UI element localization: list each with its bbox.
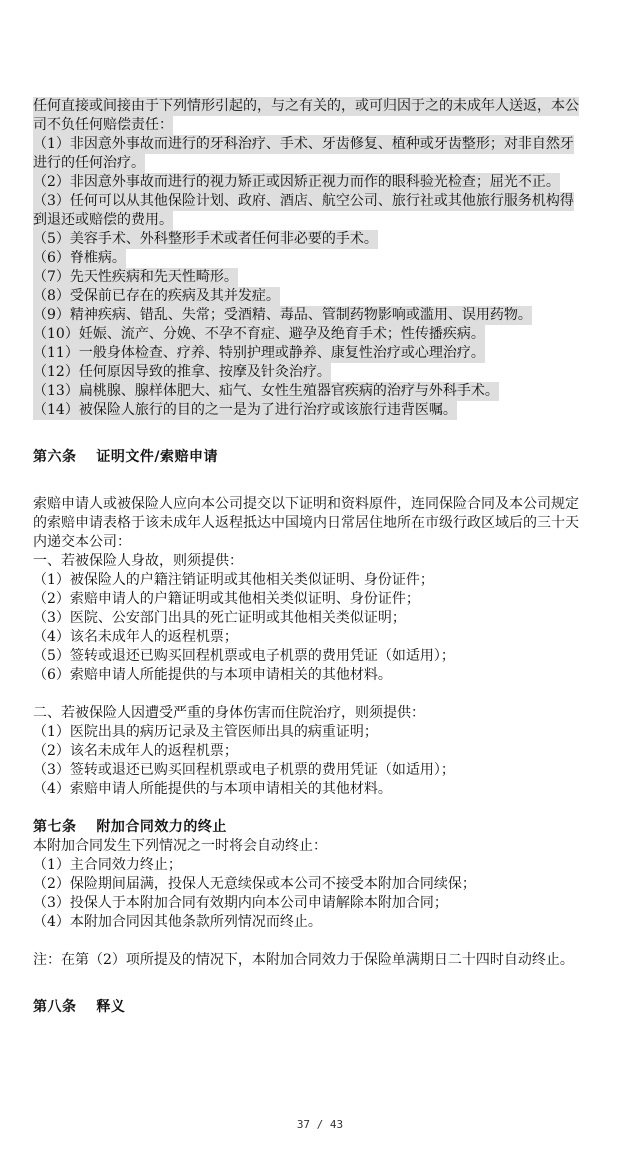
exclusion-item: （1）非因意外事故而进行的牙科治疗、手术、牙齿修复、植种或牙齿整形；对非自然牙 bbox=[33, 136, 574, 152]
termination-item: （4）本附加合同因其他条款所列情况而终止。 bbox=[33, 914, 322, 930]
exclusion-item: 到退还或赔偿的费用。 bbox=[33, 212, 173, 228]
article-6-intro-line: 索赔申请人或被保险人应向本公司提交以下证明和资料原件，连同保险合同及本公司规定 bbox=[33, 496, 579, 512]
article-6-intro-line: 内递交本公司： bbox=[33, 534, 131, 550]
article-6-section bbox=[33, 448, 613, 799]
termination-item: （3）投保人于本附加合同有效期内向本公司申请解除本附加合同； bbox=[33, 895, 448, 911]
exclusion-item: （3）任何可以从其他保险计划、政府、酒店、航空公司、旅行社或其他旅行服务机构得 bbox=[33, 193, 574, 209]
injury-claim-heading: 二、若被保险人因遭受严重的身体伤害而住院治疗，则须提供： bbox=[33, 705, 425, 721]
injury-claim-item: （1）医院出具的病历记录及主管医师出具的病重证明； bbox=[33, 724, 378, 740]
article-7-intro: 本附加合同发生下列情况之一时将会自动终止： bbox=[33, 838, 327, 854]
death-claim-item: （1）被保险人的户籍注销证明或其他相关类似证明、身份证件； bbox=[33, 572, 434, 588]
exclusions-intro-line: 司不负任何赔偿责任： bbox=[33, 117, 173, 133]
exclusion-item: （10）妊娠、流产、分娩、不孕不育症、避孕及绝育手术；性传播疾病。 bbox=[33, 326, 485, 342]
exclusions-section bbox=[33, 97, 613, 420]
exclusions-intro-line: 任何直接或间接由于下列情形引起的，与之有关的，或可归因于之的未成年人送返，本公 bbox=[33, 98, 579, 114]
exclusion-item: 进行的任何治疗。 bbox=[33, 155, 145, 171]
exclusion-item: （13）扁桃腺、腺样体肥大、疝气、女性生殖器官疾病的治疗与外科手术。 bbox=[33, 383, 499, 399]
article-8-section bbox=[33, 998, 613, 1017]
death-claim-item: （2）索赔申请人的户籍证明或其他相关类似证明、身份证件； bbox=[33, 591, 420, 607]
article-7-note: 注：在第（2）项所提及的情况下，本附加合同效力于保险单满期日二十四时自动终止。 bbox=[33, 952, 574, 968]
exclusion-item: （12）任何原因导致的推拿、按摩及针灸治疗。 bbox=[33, 364, 331, 380]
article-6-intro-line: 的索赔申请表格于该未成年人返程抵达中国境内日常居住地所在市级行政区域后的三十天 bbox=[33, 515, 579, 531]
exclusion-item: （8）受保前已存在的疾病及其并发症。 bbox=[33, 288, 280, 304]
article-8-title: 第八条 释义 bbox=[33, 999, 126, 1015]
death-claim-item: （3）医院、公安部门出具的死亡证明或其他相关类似证明； bbox=[33, 610, 406, 626]
death-claim-item: （6）索赔申请人所能提供的与本项申请相关的其他材料。 bbox=[33, 667, 392, 683]
death-claim-heading: 一、若被保险人身故，则须提供： bbox=[33, 553, 243, 569]
injury-claim-item: （4）索赔申请人所能提供的与本项申请相关的其他材料。 bbox=[33, 781, 392, 797]
death-claim-item: （4）该名未成年人的返程机票； bbox=[33, 629, 238, 645]
exclusion-item: （7）先天性疾病和先天性畸形。 bbox=[33, 269, 238, 285]
injury-claim-item: （2）该名未成年人的返程机票； bbox=[33, 743, 238, 759]
article-7-title: 第七条 附加合同效力的终止 bbox=[33, 819, 227, 835]
injury-claim-item: （3）签转或退还已购买回程机票或电子机票的费用凭证（如适用）； bbox=[33, 762, 455, 778]
termination-item: （2）保险期间届满，投保人无意续保或本公司不接受本附加合同续保； bbox=[33, 876, 476, 892]
page-content bbox=[33, 97, 613, 1017]
article-6-title: 第六条 证明文件/索赔申请 bbox=[33, 449, 218, 465]
termination-item: （1）主合同效力终止； bbox=[33, 857, 182, 873]
exclusion-item: （11）一般身体检查、疗养、特别护理或静养、康复性治疗或心理治疗。 bbox=[33, 345, 485, 361]
page-number: 37 / 43 bbox=[296, 1118, 344, 1131]
exclusion-item: （5）美容手术、外科整形手术或者任何非必要的手术。 bbox=[33, 231, 378, 247]
exclusion-item: （2）非因意外事故而进行的视力矫正或因矫正视力而作的眼科验光检查；屈光不正。 bbox=[33, 174, 560, 190]
exclusion-item: （9）精神疾病、错乱、失常；受酒精、毒品、管制药物影响或滥用、误用药物。 bbox=[33, 307, 532, 323]
death-claim-item: （5）签转或退还已购买回程机票或电子机票的费用凭证（如适用）； bbox=[33, 648, 455, 664]
exclusion-item: （14）被保险人旅行的目的之一是为了进行治疗或该旅行违背医嘱。 bbox=[33, 402, 457, 418]
exclusion-item: （6）脊椎病。 bbox=[33, 250, 126, 266]
article-7-section bbox=[33, 818, 613, 970]
